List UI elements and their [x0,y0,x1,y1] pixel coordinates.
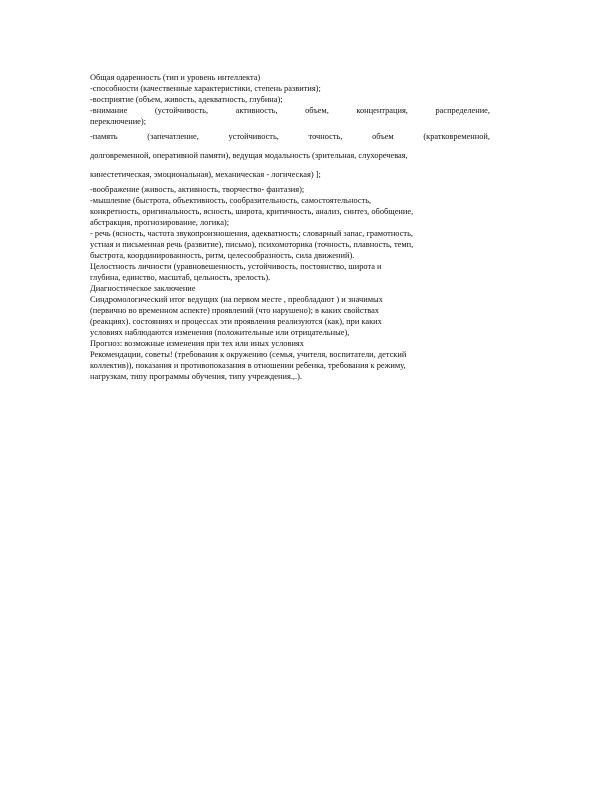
text-line-syndrome-cont-3: условиях наблюдаются изменения (положительные или отрицательные), [90,328,350,337]
text-line-memory: -память (запечатление, устойчивость, точность, объем (кратковременной, [90,132,490,141]
text-line-syndrome-cont-1: (первично во временном аспекте) проявлений (что нарушено); в каких свойствах [90,306,379,315]
text-line-speech: - речь (ясность, частота звукопроизношения, адекватность; словарный запас, грамотность, [90,229,413,238]
text-line-memory-cont-1: долговременной, оперативной памяти), ведущая модальность (зрительная, слухоречевая, [90,151,408,160]
text-line-speech-cont-1: устная и письменная речь (развитие), письмо), психомоторика (точность, плавность, темп, [90,240,414,249]
heading-general-giftedness: Общая одаренность (тип и уровень интеллекта) [90,73,261,82]
text-line-attention-cont: переключение); [90,117,147,126]
text-line-thinking-cont-1: конкретность, оригинальность, ясность, широта, критичность, анализ, синтез, обобщение, [90,207,414,216]
text-line-perception: -восприятие (объем, живость, адекватность, глубина); [90,95,283,104]
text-line-prognosis: Прогноз: возможные изменения при тех или иных условиях [90,339,304,348]
text-line-personality-cont: глубина, единство, масштаб, цельность, зрелость). [90,273,271,282]
document-text-block [90,72,490,382]
text-line-recommendations: Рекомендации, советы! (требования к окружению (семья, учителя, воспитатели, детский [90,350,407,359]
text-line-personality: Целостность личности (уравновешенность, устойчивость, постоянство, широта и [90,262,382,271]
text-line-recommendations-cont-2: нагрузкам, типу программы обучения, типу учреждения.,.). [90,372,302,381]
text-line-thinking-cont-2: абстракция, прогнозирование, логика); [90,218,230,227]
text-line-memory-cont-2: кинестетическая, эмоциональная), механическая - логическая) ]; [90,170,321,179]
text-line-recommendations-cont-1: коллектив)), показания и противопоказания в отношении ребенка, требования к режиму, [90,361,406,370]
text-line-abilities: -способности (качественные характеристики, степень развития); [90,84,321,93]
text-line-syndrome-cont-2: (реакциях). состояниях и процессах эти проявления реализуются (как), при каких [90,317,382,326]
heading-diagnostic-conclusion: Диагностическое заключение [90,284,196,293]
text-line-speech-cont-2: быстрота, координированность, ритм, целесообразность, сила движений). [90,251,355,260]
text-line-syndrome: Синдромологический итог ведущих (на первом месте , преобладают ) и значимых [90,295,383,304]
text-line-thinking: -мышление (быстрота, объективность, сообразительность, самостоятельность, [90,196,372,205]
text-line-imagination: -воображение (живость, активность, творчество- фантазия); [90,185,305,194]
text-line-attention: -внимание (устойчивость, активность, объем, концентрация, распределение, [90,106,490,115]
